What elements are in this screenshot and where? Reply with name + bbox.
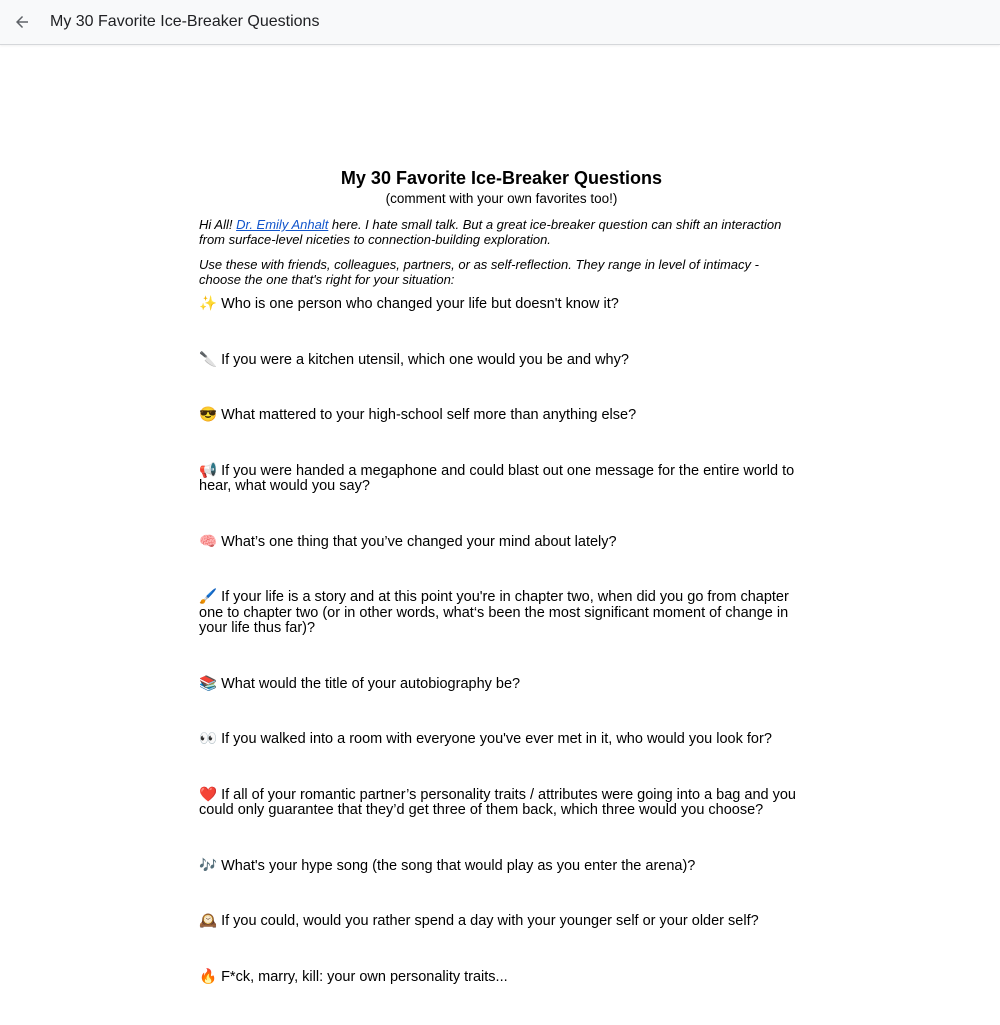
- question-emoji: 🖌️: [199, 589, 218, 605]
- question-text: What's your hype song (the song that would play as you enter the arena)?: [221, 857, 696, 874]
- question-emoji: 📚: [199, 675, 218, 692]
- question-text: If all of your romantic partner’s personality traits / attributes were going into a bag and you could only guarantee that they’d get three of them back, which three would you choose?: [199, 786, 797, 818]
- page-subtitle: (comment with your own favorites too!): [385, 191, 618, 206]
- question-text: If you were handed a megaphone and could blast out one message for the entire world to hear, what would you say?: [199, 462, 795, 494]
- question-item: [199, 353, 804, 369]
- question-emoji: 😎: [199, 407, 218, 423]
- question-emoji: 📢: [199, 462, 218, 479]
- question-text: Who is one person who changed your life but doesn't know it?: [221, 296, 619, 312]
- question-item: [199, 732, 804, 748]
- document-body: [199, 165, 804, 1025]
- question-text: F*ck, marry, kill: your own personality traits...: [221, 968, 508, 985]
- question-emoji: 🎶: [199, 857, 218, 874]
- question-emoji: 🧠: [199, 533, 218, 550]
- author-link[interactable]: Dr. Emily Anhalt: [236, 217, 329, 232]
- document-title: My 30 Favorite Ice-Breaker Questions: [50, 13, 320, 30]
- question-item: [199, 914, 804, 930]
- question-list: [199, 297, 804, 985]
- question-emoji: 👀: [199, 731, 218, 747]
- question-item: [199, 677, 804, 693]
- question-text: If you were a kitchen utensil, which one would you be and why?: [221, 351, 629, 368]
- question-item: [199, 535, 804, 551]
- question-item: [199, 408, 804, 424]
- question-emoji: ❤️: [199, 786, 218, 803]
- intro-paragraph: [199, 217, 804, 247]
- question-text: If you could, would you rather spend a day with your younger self or your older self?: [221, 913, 759, 929]
- arrow-left-icon: [13, 13, 31, 31]
- intro-prefix: Hi All!: [199, 217, 237, 232]
- question-emoji: ✨: [199, 296, 218, 312]
- question-text: If your life is a story and at this point you're in chapter two, when did you go from chapter one to chapter two (or in other words, what‘s been the most significant moment of change in your life thus far)?: [199, 589, 789, 636]
- question-item: [199, 590, 804, 637]
- question-emoji: 🔥: [199, 968, 218, 985]
- question-item: [199, 970, 804, 986]
- question-item: [199, 788, 804, 819]
- question-text: What’s one thing that you’ve changed your mind about lately?: [221, 533, 617, 550]
- page-title: My 30 Favorite Ice-Breaker Questions: [340, 168, 663, 188]
- intro-suffix: here. I hate small talk. But a great ice-breaker question can shift an interaction from surface-level niceties to connection-building exploration.: [199, 217, 782, 247]
- question-item: [199, 464, 804, 495]
- usage-paragraph: Use these with friends, colleagues, partners, or as self-reflection. They range in level of intimacy - choose the one that's right for your situation:: [199, 257, 759, 287]
- back-button[interactable]: [8, 8, 36, 36]
- top-bar: [0, 0, 1000, 45]
- question-text: What would the title of your autobiography be?: [221, 675, 521, 692]
- question-item: [199, 297, 804, 313]
- question-text: If you walked into a room with everyone you've ever met in it, who would you look for?: [221, 731, 772, 747]
- question-emoji: 🕰️: [199, 913, 218, 929]
- question-item: [199, 859, 804, 875]
- question-text: What mattered to your high-school self more than anything else?: [221, 407, 637, 423]
- question-emoji: 🔪: [199, 351, 218, 368]
